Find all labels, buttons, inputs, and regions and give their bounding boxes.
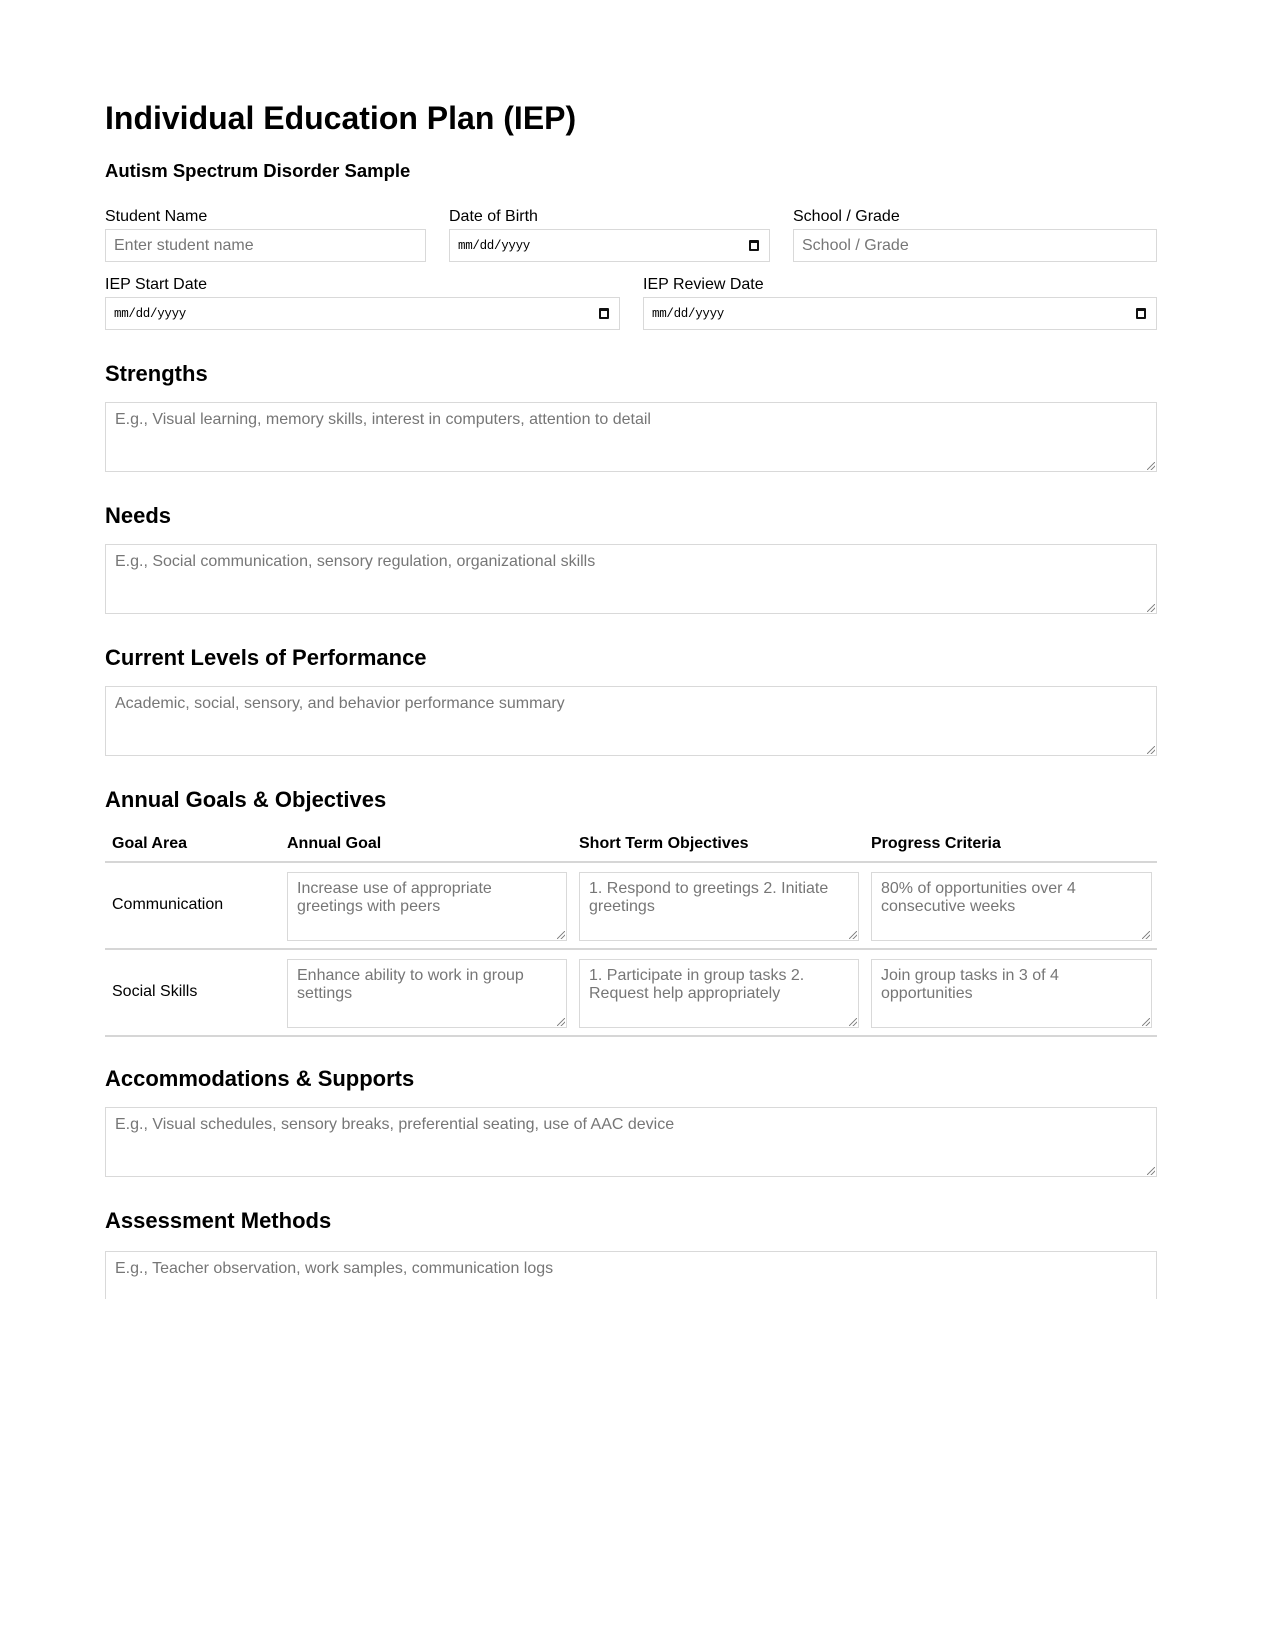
current-levels-placeholder: Academic, social, sensory, and behavior performance summary <box>115 695 565 712</box>
goal-area-cell: Communication <box>112 896 224 913</box>
date-of-birth-field <box>449 208 770 262</box>
resize-handle-icon[interactable] <box>1147 1167 1155 1175</box>
iep-start-date-input[interactable] <box>105 297 620 330</box>
annual-goal-placeholder: Enhance ability to work in group settings <box>297 967 524 1002</box>
resize-handle-icon[interactable] <box>1147 604 1155 612</box>
date-of-birth-input[interactable] <box>449 229 770 262</box>
objectives-textarea[interactable] <box>579 959 859 1028</box>
current-levels-heading: Current Levels of Performance <box>105 645 427 670</box>
student-name-input[interactable] <box>105 229 426 262</box>
objectives-placeholder: 1. Respond to greetings 2. Initiate greetings <box>589 880 829 915</box>
calendar-icon[interactable] <box>749 240 759 251</box>
goal-area-cell: Social Skills <box>112 983 198 1000</box>
accommodations-placeholder: E.g., Visual schedules, sensory breaks, preferential seating, use of AAC device <box>115 1116 675 1133</box>
resize-handle-icon[interactable] <box>557 1018 565 1026</box>
table-row <box>105 863 1157 950</box>
resize-handle-icon[interactable] <box>557 931 565 939</box>
column-header-progress-criteria: Progress Criteria <box>871 835 1001 852</box>
progress-criteria-placeholder: 80% of opportunities over 4 consecutive weeks <box>881 880 1076 915</box>
school-grade-input[interactable] <box>793 229 1157 262</box>
student-name-field <box>105 208 426 262</box>
accommodations-heading: Accommodations & Supports <box>105 1066 415 1091</box>
needs-heading: Needs <box>105 503 172 528</box>
iep-review-date-input[interactable] <box>643 297 1157 330</box>
page-title: Individual Education Plan (IEP) <box>105 100 577 136</box>
page-subtitle: Autism Spectrum Disorder Sample <box>105 160 411 181</box>
goals-table <box>105 826 1157 1037</box>
student-name-placeholder: Enter student name <box>114 236 254 254</box>
school-grade-placeholder: School / Grade <box>802 236 909 254</box>
resize-handle-icon[interactable] <box>1147 462 1155 470</box>
annual-goal-textarea[interactable] <box>287 872 567 941</box>
column-header-goal-area: Goal Area <box>112 835 187 852</box>
assessment-methods-textarea[interactable] <box>105 1251 1157 1299</box>
annual-goal-placeholder: Increase use of appropriate greetings with peers <box>297 880 492 915</box>
needs-textarea[interactable] <box>105 544 1157 614</box>
student-name-label: Student Name <box>105 208 208 225</box>
accommodations-textarea[interactable] <box>105 1107 1157 1177</box>
column-header-short-term-objectives: Short Term Objectives <box>579 835 749 852</box>
calendar-icon[interactable] <box>599 308 609 319</box>
school-grade-label: School / Grade <box>793 208 900 225</box>
assessment-methods-placeholder: E.g., Teacher observation, work samples, communication logs <box>115 1260 554 1277</box>
resize-handle-icon[interactable] <box>1142 1018 1150 1026</box>
annual-goals-heading: Annual Goals & Objectives <box>105 787 387 812</box>
date-of-birth-label: Date of Birth <box>449 208 538 225</box>
resize-handle-icon[interactable] <box>849 931 857 939</box>
strengths-placeholder: E.g., Visual learning, memory skills, interest in computers, attention to detail <box>115 411 651 428</box>
date-of-birth-value: mm/dd/yyyy <box>458 238 531 253</box>
resize-handle-icon[interactable] <box>849 1018 857 1026</box>
progress-criteria-placeholder: Join group tasks in 3 of 4 opportunities <box>881 967 1059 1002</box>
progress-criteria-textarea[interactable] <box>871 872 1152 941</box>
iep-review-date-value: mm/dd/yyyy <box>652 306 725 321</box>
iep-review-date-label: IEP Review Date <box>643 276 764 293</box>
iep-start-date-label: IEP Start Date <box>105 276 207 293</box>
goals-table-header <box>105 826 1157 863</box>
progress-criteria-textarea[interactable] <box>871 959 1152 1028</box>
column-header-annual-goal: Annual Goal <box>287 835 382 852</box>
annual-goal-textarea[interactable] <box>287 959 567 1028</box>
iep-start-date-field <box>105 276 620 330</box>
resize-handle-icon[interactable] <box>1142 931 1150 939</box>
school-grade-field <box>793 208 1157 262</box>
current-levels-textarea[interactable] <box>105 686 1157 756</box>
objectives-textarea[interactable] <box>579 872 859 941</box>
strengths-textarea[interactable] <box>105 402 1157 472</box>
calendar-icon[interactable] <box>1136 308 1146 319</box>
strengths-heading: Strengths <box>105 361 208 386</box>
objectives-placeholder: 1. Participate in group tasks 2. Request help appropriately <box>589 967 805 1002</box>
assessment-methods-heading: Assessment Methods <box>105 1208 332 1233</box>
needs-placeholder: E.g., Social communication, sensory regulation, organizational skills <box>115 553 596 570</box>
iep-start-date-value: mm/dd/yyyy <box>114 306 187 321</box>
table-row <box>105 950 1157 1037</box>
iep-review-date-field <box>643 276 1157 330</box>
resize-handle-icon[interactable] <box>1147 746 1155 754</box>
